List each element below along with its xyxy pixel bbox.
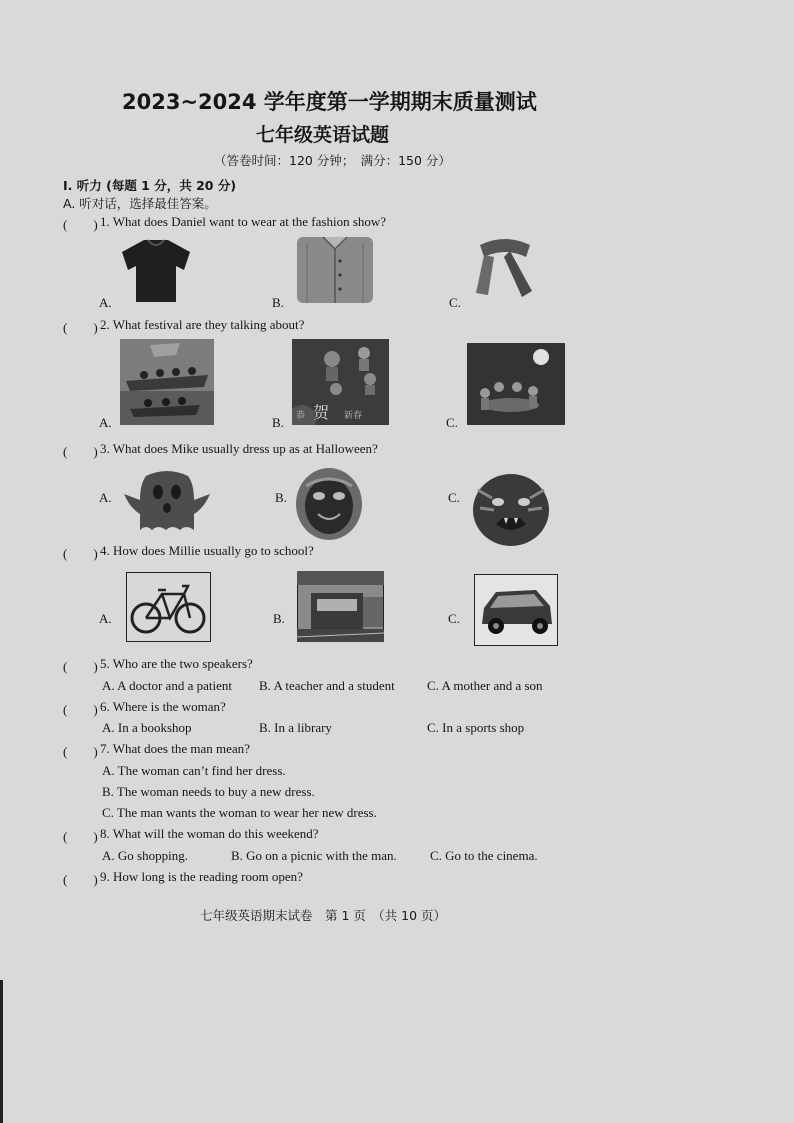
exam-title: 2023~2024 学年度第一学期期末质量测试	[122, 90, 537, 114]
question-text: 3. What does Mike usually dress up as at Halloween?	[100, 441, 378, 456]
image-caption: 贺	[313, 403, 330, 422]
option-label: A.	[99, 415, 112, 430]
image-caption: 恭	[296, 411, 306, 421]
monkey-mask-image	[294, 466, 364, 542]
exam-info: （答卷时间：120 分钟； 满分：150 分）	[214, 153, 451, 168]
question-text: 6. Where is the woman?	[100, 699, 226, 714]
option-c: C. A mother and a son	[427, 678, 543, 693]
bicycle-image	[126, 572, 211, 642]
option-c: C. Go to the cinema.	[430, 848, 538, 863]
question-text: 8. What will the woman do this weekend?	[100, 826, 319, 841]
option-a: A. In a bookshop	[102, 720, 192, 735]
answer-paren[interactable]: ( )	[63, 320, 98, 335]
question-text: 9. How long is the reading room open?	[100, 869, 303, 884]
exam-subtitle: 七年级英语试题	[256, 124, 390, 146]
scan-edge	[0, 980, 3, 1123]
scarf-image	[470, 235, 540, 307]
part-a-instruction: A. 听对话，选择最佳答案。	[63, 196, 217, 211]
option-label: C.	[448, 490, 460, 505]
option-label: B.	[272, 295, 284, 310]
t-shirt-image	[118, 236, 194, 306]
option-label: C.	[448, 611, 460, 626]
option-b: B. A teacher and a student	[259, 678, 395, 693]
option-a: A. The woman can’t find her dress.	[102, 763, 286, 778]
option-b: B. In a library	[259, 720, 332, 735]
answer-paren[interactable]: ( )	[63, 546, 98, 561]
option-label: B.	[272, 415, 284, 430]
shirt-image	[293, 233, 377, 307]
option-c: C. In a sports shop	[427, 720, 525, 735]
ghost-image	[122, 470, 212, 532]
answer-paren[interactable]: ( )	[63, 872, 98, 887]
option-a: A. A doctor and a patient	[102, 678, 232, 693]
question-text: 4. How does Millie usually go to school?	[100, 543, 314, 558]
option-label: B.	[273, 611, 285, 626]
option-label: B.	[275, 490, 287, 505]
option-b: B. The woman needs to buy a new dress.	[102, 784, 315, 799]
section-heading: Ⅰ. 听力 (每题 1 分，共 20 分)	[63, 178, 237, 193]
answer-paren[interactable]: ( )	[63, 444, 98, 459]
option-b: B. Go on a picnic with the man.	[231, 848, 397, 863]
option-label: A.	[99, 490, 112, 505]
answer-paren[interactable]: ( )	[63, 217, 98, 232]
option-label: C.	[446, 415, 458, 430]
answer-paren[interactable]: ( )	[63, 829, 98, 844]
question-text: 5. Who are the two speakers?	[100, 656, 253, 671]
option-a: A. Go shopping.	[102, 848, 188, 863]
train-image	[297, 571, 384, 642]
answer-paren[interactable]: ( )	[63, 702, 98, 717]
question-text: 7. What does the man mean?	[100, 741, 250, 756]
question-text: 1. What does Daniel want to wear at the fashion show?	[100, 214, 387, 229]
option-c: C. The man wants the woman to wear her new dress.	[102, 805, 377, 820]
page-footer: 七年级英语期末试卷 第 1 页 （共 10 页）	[200, 908, 447, 923]
answer-paren[interactable]: ( )	[63, 659, 98, 674]
spring-festival-image	[292, 339, 389, 425]
car-image	[474, 574, 558, 646]
dragon-boat-image	[120, 339, 214, 425]
image-caption: 新春	[344, 411, 363, 421]
answer-paren[interactable]: ( )	[63, 744, 98, 759]
mid-autumn-image	[467, 343, 565, 425]
option-label: C.	[449, 295, 461, 310]
tiger-mask-image	[470, 472, 552, 548]
question-text: 2. What festival are they talking about?	[100, 317, 305, 332]
option-label: A.	[99, 611, 112, 626]
option-label: A.	[99, 295, 112, 310]
